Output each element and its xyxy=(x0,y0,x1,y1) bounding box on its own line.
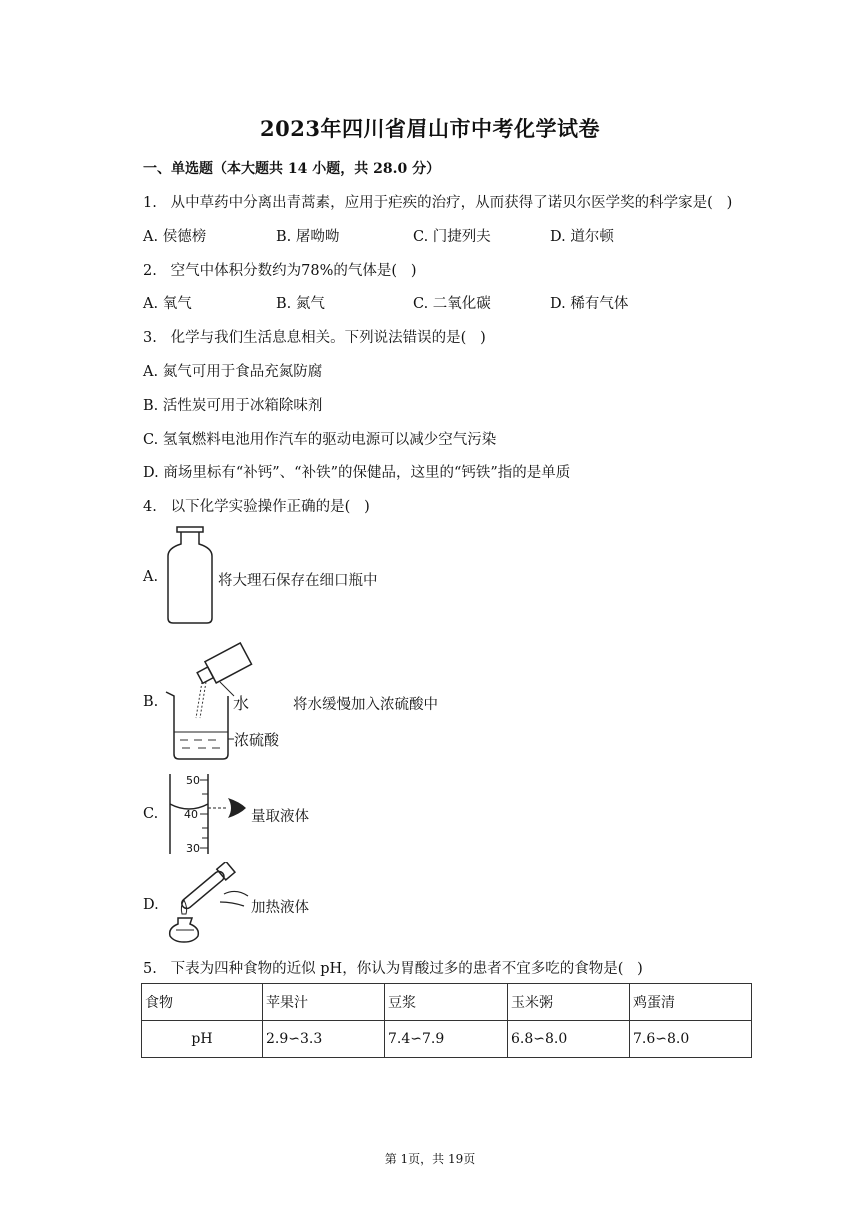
q2-option-a[interactable]: A. 氧气 xyxy=(143,296,192,312)
table-cell: pH xyxy=(142,1021,263,1058)
q4-option-d-desc: 加热液体 xyxy=(251,900,309,916)
q1-option-d[interactable]: D. 道尔顿 xyxy=(550,229,614,245)
table-header-cell: 玉米粥 xyxy=(508,984,630,1021)
page-title: 2023年四川省眉山市中考化学试卷 xyxy=(260,116,600,141)
q2-option-b[interactable]: B. 氮气 xyxy=(276,296,325,312)
q1-option-c[interactable]: C. 门捷列夫 xyxy=(413,229,491,245)
question-1: 1. 从中草药中分离出青蒿素，应用于疟疾的治疗，从而获得了诺贝尔医学奖的科学家是( ) xyxy=(143,195,733,211)
question-3: 3. 化学与我们生活息息相关。下列说法错误的是( ) xyxy=(143,330,486,346)
table-cell: 2.9∽3.3 xyxy=(263,1021,385,1058)
question-2-options xyxy=(143,292,743,312)
table-header-cell: 苹果汁 xyxy=(263,984,385,1021)
question-5: 5. 下表为四种食物的近似 pH，你认为胃酸过多的患者不宜多吃的食物是( ) xyxy=(143,961,643,977)
q4-option-b-letter[interactable]: B. xyxy=(143,694,159,710)
table-header-cell: 豆浆 xyxy=(385,984,508,1021)
table-row xyxy=(142,984,752,1021)
table-row xyxy=(142,1021,752,1058)
section-heading: 一、单选题（本大题共 14 小题，共 28.0 分） xyxy=(143,161,441,177)
table-cell: 7.6∽8.0 xyxy=(630,1021,752,1058)
table-header-cell: 食物 xyxy=(142,984,263,1021)
q3-option-c[interactable]: C. 氢氧燃料电池用作汽车的驱动电源可以减少空气污染 xyxy=(143,432,497,448)
ph-table xyxy=(141,983,752,1058)
question-4: 4. 以下化学实验操作正确的是( ) xyxy=(143,499,370,515)
tick-label: 40 xyxy=(184,808,198,821)
q4-option-c-letter[interactable]: C. xyxy=(143,806,159,822)
q3-option-a[interactable]: A. 氮气可用于食品充氮防腐 xyxy=(143,364,323,380)
q4-option-d-letter[interactable]: D. xyxy=(143,897,159,913)
question-1-options xyxy=(143,225,743,245)
label-water: 水 xyxy=(233,694,250,713)
q2-option-c[interactable]: C. 二氧化碳 xyxy=(413,296,491,312)
q1-option-b[interactable]: B. 屠呦呦 xyxy=(276,229,340,245)
q4-option-a-desc: 将大理石保存在细口瓶中 xyxy=(218,573,378,589)
q1-option-a[interactable]: A. 侯德榜 xyxy=(143,229,207,245)
tick-label: 50 xyxy=(186,774,200,787)
q3-option-d[interactable]: D. 商场里标有“补钙”、“补铁”的保健品，这里的“钙铁”指的是单质 xyxy=(143,465,571,481)
question-2: 2. 空气中体积分数约为78%的气体是( ) xyxy=(143,263,417,279)
table-cell: 7.4∽7.9 xyxy=(385,1021,508,1058)
table-header-cell: 鸡蛋清 xyxy=(630,984,752,1021)
tick-label: 30 xyxy=(186,842,200,855)
q3-option-b[interactable]: B. 活性炭可用于冰箱除味剂 xyxy=(143,398,323,414)
q4-option-a-letter[interactable]: A. xyxy=(143,569,159,585)
table-cell: 6.8∽8.0 xyxy=(508,1021,630,1058)
page-footer: 第 1页，共 19页 xyxy=(384,1152,476,1166)
label-conc-sulfuric-acid: 浓硫酸 xyxy=(234,731,280,749)
dilution-diagram-icon xyxy=(160,642,285,764)
q4-option-b-desc: 将水缓慢加入浓硫酸中 xyxy=(293,697,438,713)
heating-liquid-icon xyxy=(162,862,250,944)
q2-option-d[interactable]: D. 稀有气体 xyxy=(550,296,629,312)
graduated-cylinder-icon xyxy=(162,772,252,856)
narrow-mouth-bottle-icon xyxy=(162,526,217,626)
q4-option-c-desc: 量取液体 xyxy=(251,809,309,825)
